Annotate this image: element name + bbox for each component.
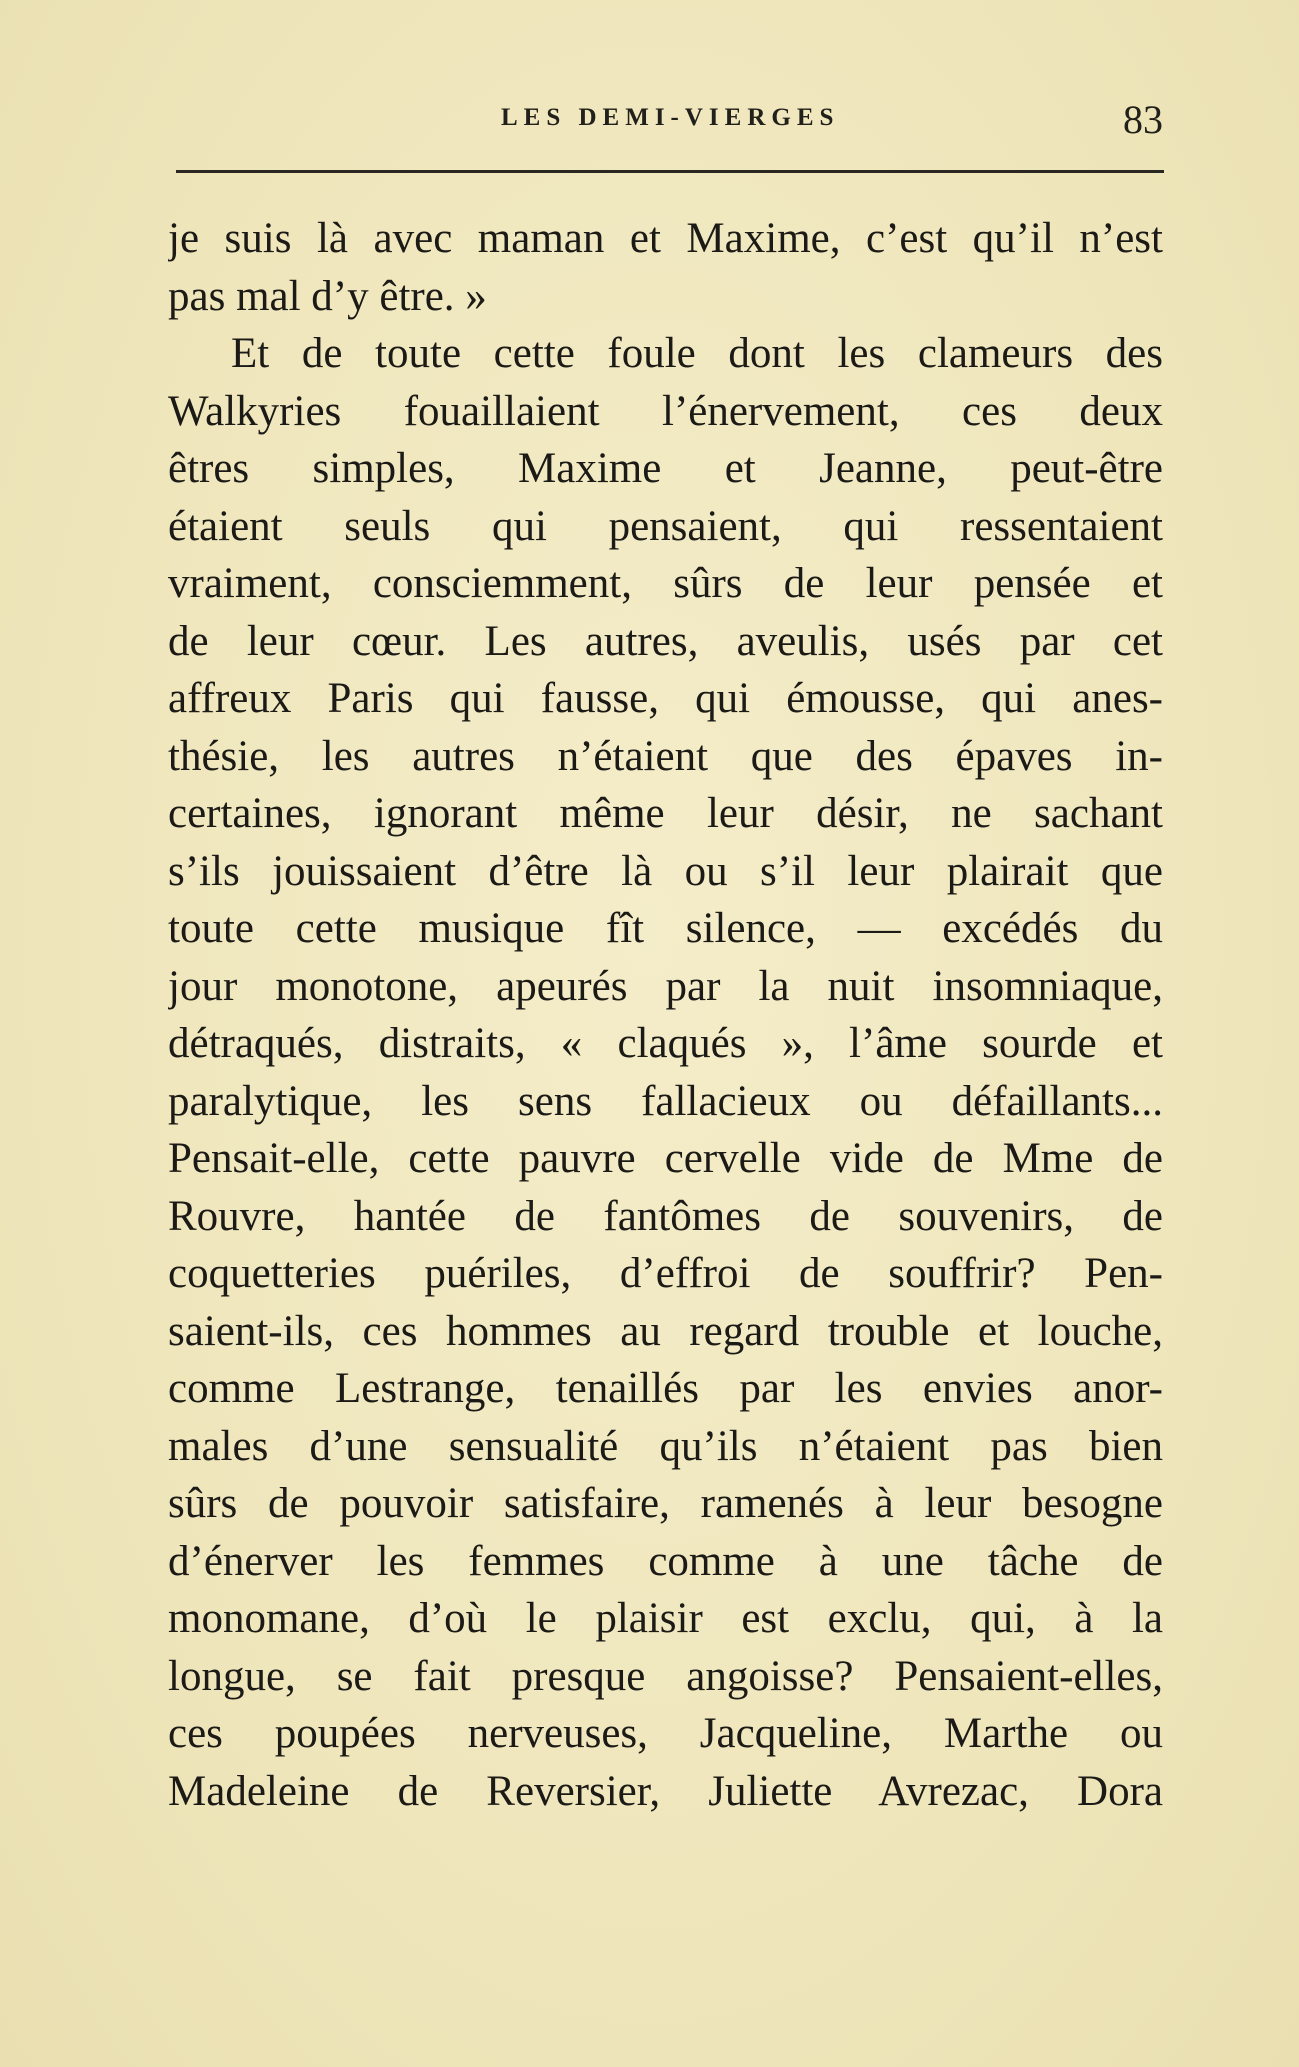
- text-line: vraiment, consciemment, sûrs de leur pensée et: [168, 560, 1163, 607]
- text-line: thésie, les autres n’étaient que des épaves in-: [168, 732, 1163, 780]
- header-rule: [176, 170, 1164, 173]
- text-line: Et de toute cette foule dont les clameurs des: [231, 330, 1163, 377]
- page-header: [178, 96, 1163, 146]
- text-line: males d’une sensualité qu’ils n’étaient pas bien: [168, 1422, 1163, 1470]
- text-line: étaient seuls qui pensaient, qui ressentaient: [168, 502, 1163, 550]
- text-line: Madeleine de Reversier, Juliette Avrezac, Dora: [168, 1767, 1163, 1815]
- text-line: longue, se fait presque angoisse? Pensaient-elles,: [168, 1652, 1163, 1700]
- text-line: pas mal d’y être. »: [168, 272, 487, 320]
- body-text: [168, 210, 1163, 1820]
- text-line: affreux Paris qui fausse, qui émousse, qui anes-: [168, 675, 1163, 722]
- text-line: comme Lestrange, tenaillés par les envies anor-: [168, 1365, 1163, 1412]
- text-line: Walkyries fouaillaient l’énervement, ces deux: [168, 387, 1163, 435]
- text-line: Pensait-elle, cette pauvre cervelle vide de Mme de: [168, 1135, 1163, 1182]
- text-line: Rouvre, hantée de fantômes de souvenirs, de: [168, 1192, 1163, 1240]
- text-line: saient-ils, ces hommes au regard trouble et louche,: [168, 1307, 1163, 1355]
- text-line: paralytique, les sens fallacieux ou défaillants...: [168, 1077, 1163, 1125]
- text-line: s’ils jouissaient d’être là ou s’il leur plairait que: [168, 847, 1163, 895]
- text-line: de leur cœur. Les autres, aveulis, usés par cet: [168, 617, 1163, 665]
- text-line: sûrs de pouvoir satisfaire, ramenés à leur besogne: [168, 1480, 1163, 1527]
- text-line: ces poupées nerveuses, Jacqueline, Marthe ou: [168, 1710, 1163, 1757]
- text-line: certaines, ignorant même leur désir, ne sachant: [168, 790, 1163, 837]
- text-line: jour monotone, apeurés par la nuit insomniaque,: [168, 962, 1163, 1010]
- text-line: d’énerver les femmes comme à une tâche de: [168, 1537, 1163, 1585]
- text-line: toute cette musique fît silence, — excédés du: [168, 905, 1163, 952]
- text-line: monomane, d’où le plaisir est exclu, qui, à la: [168, 1595, 1163, 1642]
- text-line: coquetteries puériles, d’effroi de souffrir? Pen-: [168, 1250, 1163, 1297]
- running-title: LES DEMI-VIERGES: [501, 104, 840, 131]
- page-number: 83: [1123, 97, 1163, 142]
- text-line: êtres simples, Maxime et Jeanne, peut-être: [168, 445, 1163, 492]
- text-line: détraqués, distraits, « claqués », l’âme sourde et: [168, 1020, 1163, 1067]
- text-line: je suis là avec maman et Maxime, c’est qu’il n’est: [168, 215, 1163, 262]
